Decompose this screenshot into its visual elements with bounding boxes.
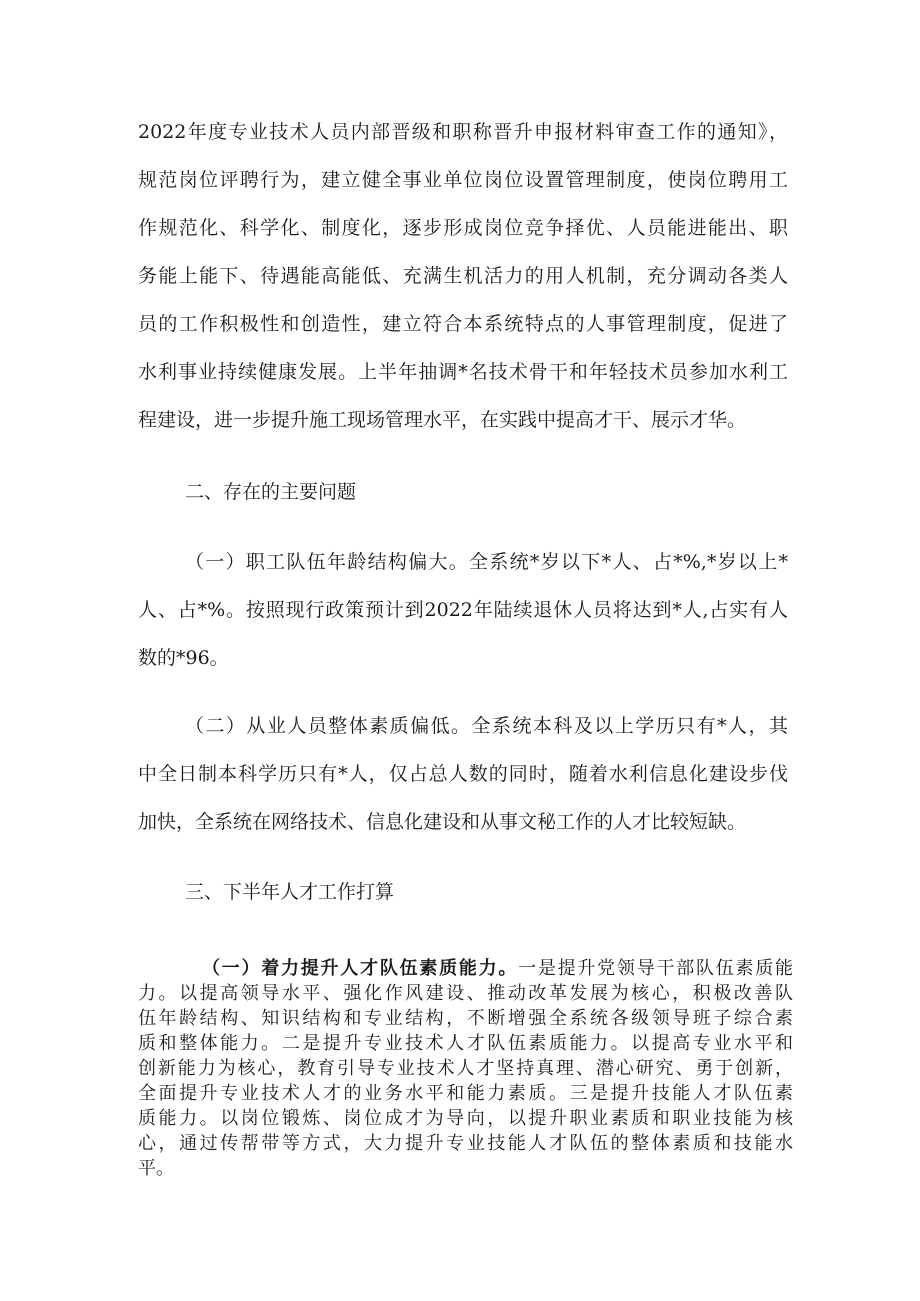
paragraph-4-line-9: 平。 — [138, 1158, 174, 1179]
paragraph-3-line-2: 中全日制本科学历只有*人，仅占总人数的同时，随着水利信息化建设步伐 — [138, 763, 788, 785]
paragraph-1-line-3: 作规范化、科学化、制度化，逐步形成岗位竞争择优、人员能进能出、职 — [138, 217, 788, 239]
paragraph-1-line-1: 2022年度专业技术人员内部晋级和职称晋升申报材料审查工作的通知》， — [138, 121, 788, 143]
paragraph-1-line-4: 务能上能下、待遇能高能低、充满生机活力的用人机制，充分调动各类人 — [138, 265, 788, 287]
paragraph-4-line-2: 力。以提高领导水平、强化作风建设、推动改革发展为核心，积极改善队 — [138, 983, 793, 1004]
paragraph-2-line-2: 人、占*%。按照现行政策预计到2022年陆续退休人员将达到*人,占实有人 — [138, 599, 788, 621]
section-heading-2: 二、存在的主要问题 — [185, 481, 357, 503]
paragraph-3-line-3: 加快，全系统在网络技术、信息化建设和从事文秘工作的人才比较短缺。 — [138, 811, 747, 833]
paragraph-1-line-5: 员的工作积极性和创造性，建立符合本系统特点的人事管理制度，促进了 — [138, 313, 788, 335]
paragraph-1-line-6: 水利事业持续健康发展。上半年抽调*名技术骨干和年轻技术员参加水利工 — [138, 361, 788, 383]
paragraph-4-line-7: 质能力。以岗位锻炼、岗位成才为导向，以提升职业素质和职业技能为核 — [138, 1108, 793, 1129]
paragraph-4-line-1 — [202, 958, 793, 980]
paragraph-4-line-4: 质和整体能力。二是提升专业技术人才队伍素质能力。以提高专业水平和 — [138, 1033, 793, 1054]
paragraph-1-line-2: 规范岗位评聘行为，建立健全事业单位岗位设置管理制度，使岗位聘用工 — [138, 169, 788, 191]
paragraph-3-line-1: （二）从业人员整体素质偏低。全系统本科及以上学历只有*人，其 — [185, 715, 788, 737]
paragraph-4-line-3: 伍年龄结构、知识结构和专业结构，不断增强全系统各级领导班子综合素 — [138, 1008, 793, 1029]
paragraph-4-bold-lead: （一）着力提升人才队伍素质能力。 — [202, 958, 519, 979]
paragraph-1-line-7: 程建设，进一步提升施工现场管理水平，在实践中提高才干、展示才华。 — [138, 409, 747, 431]
paragraph-4-first-rest: 一是提升党领导干部队伍素质能 — [518, 958, 794, 979]
paragraph-2-line-3: 数的*96。 — [138, 647, 229, 669]
paragraph-4-line-5: 创新能力为核心，教育引导专业技术人才坚持真理、潜心研究、勇于创新， — [138, 1058, 793, 1079]
paragraph-4-line-6: 全面提升专业技术人才的业务水平和能力素质。三是提升技能人才队伍素 — [138, 1083, 793, 1104]
paragraph-4-line-8: 心，通过传帮带等方式，大力提升专业技能人才队伍的整体素质和技能水 — [138, 1133, 793, 1154]
section-heading-3: 三、下半年人才工作打算 — [185, 881, 395, 903]
paragraph-2-line-1: （一）职工队伍年龄结构偏大。全系统*岁以下*人、占*%,*岁以上* — [185, 551, 788, 573]
